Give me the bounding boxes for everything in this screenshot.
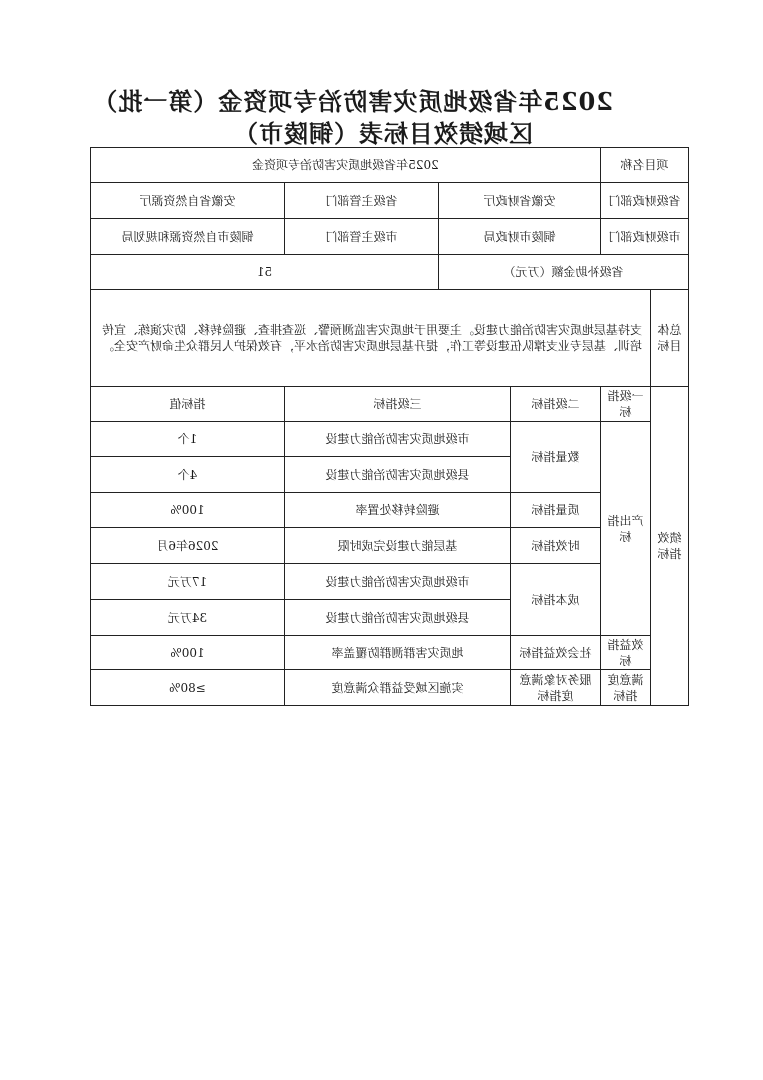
value-project-name: 2025年省级地质灾害防治专项资金 xyxy=(90,148,600,183)
indicator-row-value: 100% xyxy=(90,493,284,528)
indicator-row-name: 县级地质灾害防治能力建设 xyxy=(284,457,510,493)
header-target-value: 指标值 xyxy=(90,387,284,422)
header-level2: 二级指标 xyxy=(510,387,600,422)
indicator-row-name: 基层能力建设完成时限 xyxy=(284,528,510,564)
performance-target-table xyxy=(90,147,689,706)
indicator-row-name: 地质灾害群测群防覆盖率 xyxy=(284,636,510,670)
value-prov-authority-dept: 安徽省自然资源厅 xyxy=(90,183,284,219)
indicator-quantity: 数量指标 xyxy=(510,422,600,493)
indicator-cost: 成本指标 xyxy=(510,564,600,636)
indicator-output: 产出指标 xyxy=(600,422,650,636)
document-title: 2025年省级地质灾害防治专项资金（第一批） xyxy=(92,87,613,116)
indicator-row-name: 市级地质灾害防治能力建设 xyxy=(284,564,510,600)
indicator-satisfaction: 满意度指标 xyxy=(600,670,650,706)
indicator-row-name: 避险转移处置率 xyxy=(284,493,510,528)
indicator-service-satisfaction: 服务对象满意度指标 xyxy=(510,670,600,706)
label-performance-indicators: 绩效指标 xyxy=(651,387,689,706)
value-overall-goal: 支持基层地质灾害防治能力建设。主要用于地质灾害监测预警、巡查排查、避险转移、防灾演练、宣传培训、基层专业支撑队伍建设等工作，提升基层地质灾害防治水平，有效保护人民群众生命财产安全。 xyxy=(90,290,650,387)
indicator-row-value: 34万元 xyxy=(90,600,284,636)
indicator-row-value: 4个 xyxy=(90,457,284,493)
label-prov-finance-dept: 省级财政部门 xyxy=(600,183,688,219)
label-city-finance-dept: 市级财政部门 xyxy=(600,219,688,255)
header-level3: 三级指标 xyxy=(284,387,510,422)
indicator-row-value: 100% xyxy=(90,636,284,670)
value-city-authority-dept: 铜陵市自然资源和规划局 xyxy=(90,219,284,255)
indicator-row-name: 县级地质灾害防治能力建设 xyxy=(284,600,510,636)
label-project-name: 项目名称 xyxy=(600,148,688,183)
indicator-quality: 质量指标 xyxy=(510,493,600,528)
value-subsidy-amount: 51 xyxy=(90,255,438,290)
indicator-social-benefit: 社会效益指标 xyxy=(510,636,600,670)
indicator-benefit: 效益指标 xyxy=(600,636,650,670)
label-overall-goal: 总体目标 xyxy=(651,290,689,387)
indicator-row-value: 17万元 xyxy=(90,564,284,600)
label-prov-authority-dept: 省级主管部门 xyxy=(284,183,438,219)
indicator-row-name: 市级地质灾害防治能力建设 xyxy=(284,422,510,457)
value-prov-finance-dept: 安徽省财政厅 xyxy=(438,183,600,219)
indicator-row-name: 实施区域受益群众满意度 xyxy=(284,670,510,706)
indicator-timeliness: 时效指标 xyxy=(510,528,600,564)
indicator-row-value: 2026年6月 xyxy=(90,528,284,564)
document-subtitle: 区域绩效目标表（铜陵市） xyxy=(233,119,533,148)
label-city-authority-dept: 市级主管部门 xyxy=(284,219,438,255)
indicator-row-value: ≥80% xyxy=(90,670,284,706)
label-subsidy-amount: 省级补助金额（万元） xyxy=(438,255,688,290)
indicator-row-value: 1个 xyxy=(90,422,284,457)
value-city-finance-dept: 铜陵市财政局 xyxy=(438,219,600,255)
header-level1: 一级指标 xyxy=(600,387,650,422)
